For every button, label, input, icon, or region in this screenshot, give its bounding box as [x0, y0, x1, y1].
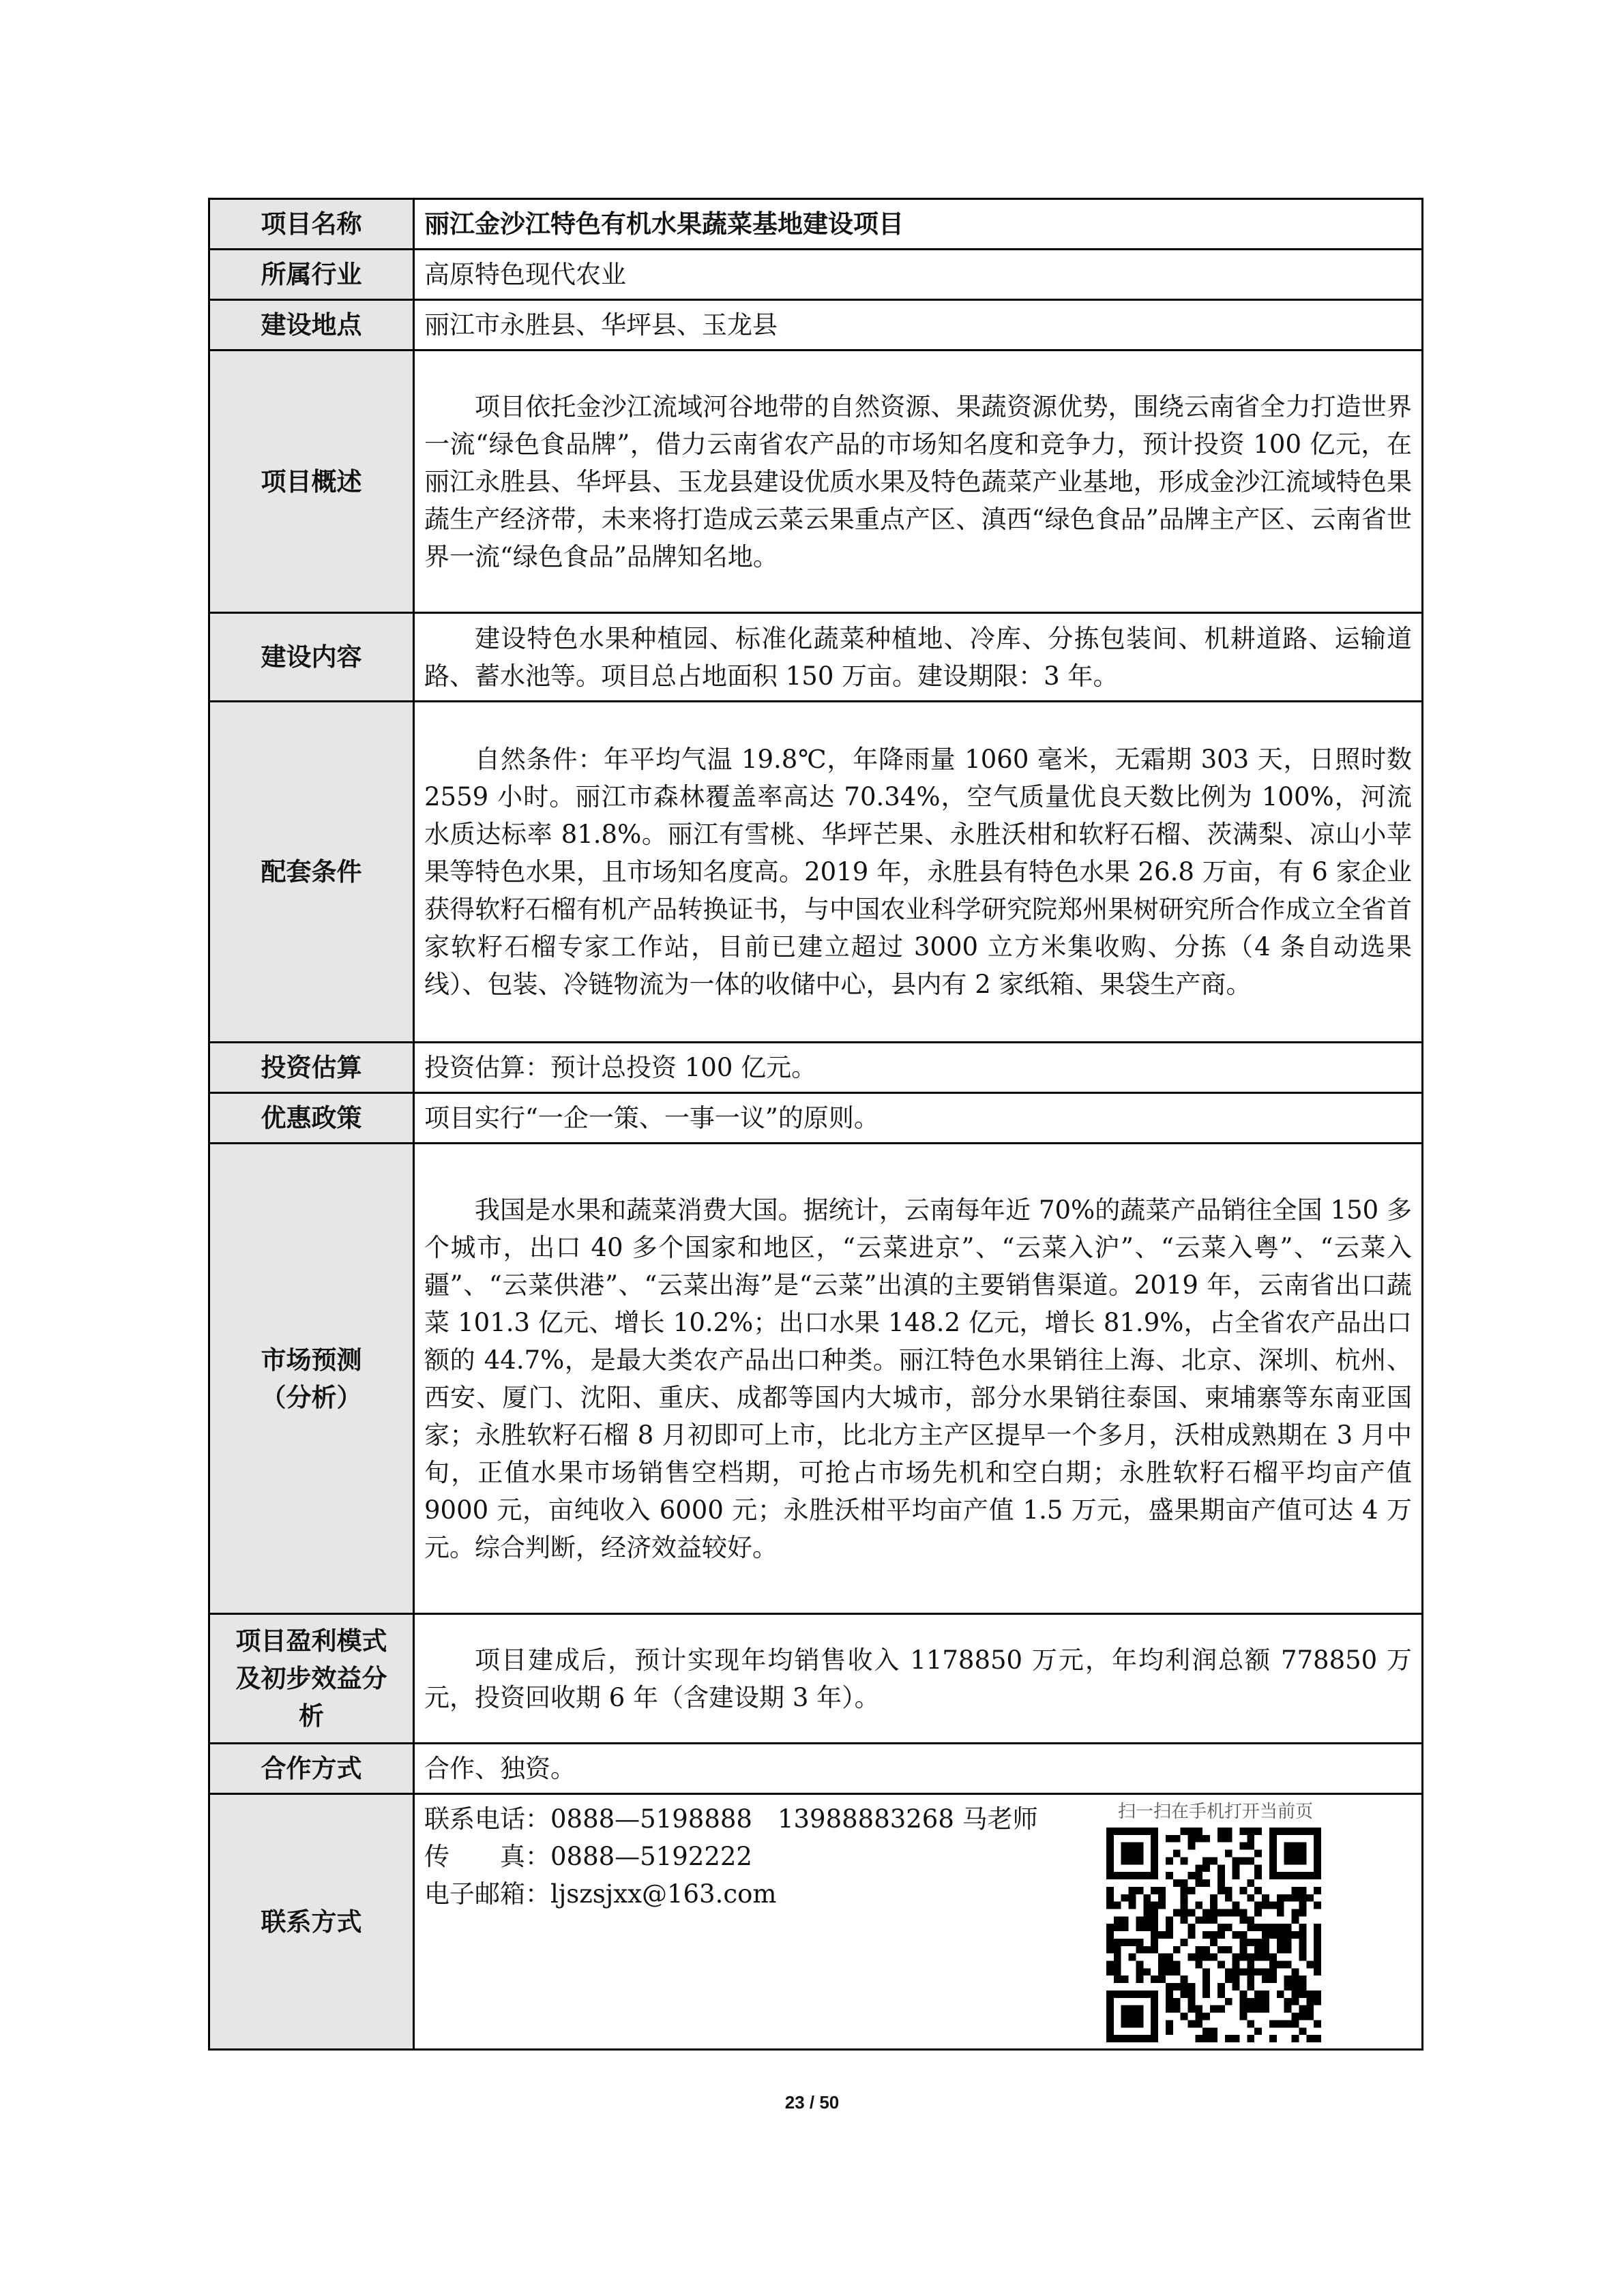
- label-market-line1: 市场预测: [261, 1345, 362, 1375]
- label-overview: 项目概述: [209, 351, 414, 613]
- label-market-line2: （分析）: [261, 1382, 362, 1412]
- row-profit: [209, 1614, 1423, 1744]
- label-contact: 联系方式: [209, 1794, 414, 2050]
- row-investment: [209, 1043, 1423, 1093]
- row-industry: [209, 250, 1423, 300]
- value-project-name: 丽江金沙江特色有机水果蔬菜基地建设项目: [414, 199, 1423, 250]
- overview-text: 项目依托金沙江流域河谷地带的自然资源、果蔬资源优势，围绕云南省全力打造世界一流“绿色食品牌”，借力云南省农产品的市场知名度和竞争力，预计投资 100 亿元，在丽江永胜县、华坪县、玉龙县建设优质水果及特色蔬菜产业基地，形成金沙江流域特色果蔬生产经济带，未来将打造成云菜云果重点产区、滇西“绿色食品”品牌主产区、云南省世界一流“绿色食品”品牌知名地。: [424, 391, 1412, 571]
- qr-code-image: [1106, 1828, 1321, 2042]
- conditions-text: 自然条件：年平均气温 19.8℃，年降雨量 1060 毫米，无霜期 303 天，日照时数 2559 小时。丽江市森林覆盖率高达 70.34%，空气质量优良天数比例为 100%，河流水质达标率 81.8%。丽江有雪桃、华坪芒果、永胜沃柑和软籽石榴、茨满梨、凉山小苹果等特色水果，且市场知名度高。2019 年，永胜县有特色水果 26.8 万亩，有 6 家企业获得软籽石榴有机产品转换证书，与中国农业科学研究院郑州果树研究所合作成立全省首家软籽石榴专家工作站，目前已建立超过 3000 立方米集收购、分拣（4 条自动选果线）、包装、冷链物流为一体的收储中心，县内有 2 家纸箱、果袋生产商。: [424, 745, 1412, 999]
- contact-phone: 联系电话：0888—5198888 13988883268 马老师: [424, 1804, 1038, 1834]
- value-overview: [414, 351, 1423, 613]
- profit-text: 项目建成后，预计实现年均销售收入 1178850 万元，年均利润总额 778850 万元，投资回收期 6 年（含建设期 3 年）。: [424, 1645, 1412, 1712]
- label-policy: 优惠政策: [209, 1093, 414, 1144]
- value-cooperation: 合作、独资。: [414, 1744, 1423, 1794]
- label-cooperation: 合作方式: [209, 1744, 414, 1794]
- value-investment: 投资估算：预计总投资 100 亿元。: [414, 1043, 1423, 1093]
- project-info-table: [208, 198, 1423, 2051]
- row-cooperation: [209, 1744, 1423, 1794]
- contact-lines: [424, 1800, 1079, 1913]
- value-contact: [414, 1794, 1423, 2050]
- row-contact: [209, 1794, 1423, 2050]
- label-profit-line1: 项目盈利模式: [235, 1626, 387, 1656]
- label-profit-line2: 及初步效益分: [235, 1664, 387, 1693]
- row-project-name: [209, 199, 1423, 250]
- label-profit: [209, 1614, 414, 1744]
- value-market: [414, 1144, 1423, 1614]
- row-overview: [209, 351, 1423, 613]
- label-profit-line3: 析: [299, 1701, 324, 1731]
- row-conditions: [209, 702, 1423, 1043]
- row-content: [209, 613, 1423, 702]
- value-content: [414, 613, 1423, 702]
- value-profit: [414, 1614, 1423, 1744]
- value-conditions: [414, 702, 1423, 1043]
- contact-fax: 传 真：0888—5192222: [424, 1842, 752, 1871]
- market-text: 我国是水果和蔬菜消费大国。据统计，云南每年近 70%的蔬菜产品销往全国 150 多个城市，出口 40 多个国家和地区，“云菜进京”、“云菜入沪”、“云菜入粤”、“云菜入疆”、“云菜供港”、“云菜出海”是“云菜”出滇的主要销售渠道。2019 年，云南省出口蔬菜 101.3 亿元、增长 10.2%；出口水果 148.2 亿元，增长 81.9%，占全省农产品出口额的 44.7%，是最大类农产品出口种类。丽江特色水果销往上海、北京、深圳、杭州、西安、厦门、沈阳、重庆、成都等国内大城市，部分水果销往泰国、柬埔寨等东南亚国家；永胜软籽石榴 8 月初即可上市，比北方主产区提早一个多月，沃柑成熟期在 3 月中旬，正值水果市场销售空档期，可抢占市场先机和空白期；永胜软籽石榴平均亩产值 9000 元，亩纯收入 6000 元；永胜沃柑平均亩产值 1.5 万元，盛果期亩产值可达 4 万元。综合判断，经济效益较好。: [424, 1195, 1412, 1562]
- label-project-name: 项目名称: [209, 199, 414, 250]
- contact-block: [424, 1800, 1412, 2042]
- label-content: 建设内容: [209, 613, 414, 702]
- value-industry: 高原特色现代农业: [414, 250, 1423, 300]
- label-conditions: 配套条件: [209, 702, 414, 1043]
- qr-caption: 扫一扫在手机打开当前页: [1117, 1802, 1313, 1822]
- row-market: [209, 1144, 1423, 1614]
- row-location: [209, 300, 1423, 351]
- content-text: 建设特色水果种植园、标准化蔬菜种植地、冷库、分拣包装间、机耕道路、运输道路、蓄水池等。项目总占地面积 150 万亩。建设期限：3 年。: [424, 623, 1412, 691]
- label-investment: 投资估算: [209, 1043, 414, 1093]
- label-industry: 所属行业: [209, 250, 414, 300]
- row-policy: [209, 1093, 1423, 1144]
- contact-email: 电子邮箱：ljszsjxx@163.com: [424, 1879, 777, 1909]
- label-location: 建设地点: [209, 300, 414, 351]
- value-policy: 项目实行“一企一策、一事一议”的原则。: [414, 1093, 1423, 1144]
- value-location: 丽江市永胜县、华坪县、玉龙县: [414, 300, 1423, 351]
- label-market: [209, 1144, 414, 1614]
- page-number: 23 / 50: [784, 2092, 840, 2113]
